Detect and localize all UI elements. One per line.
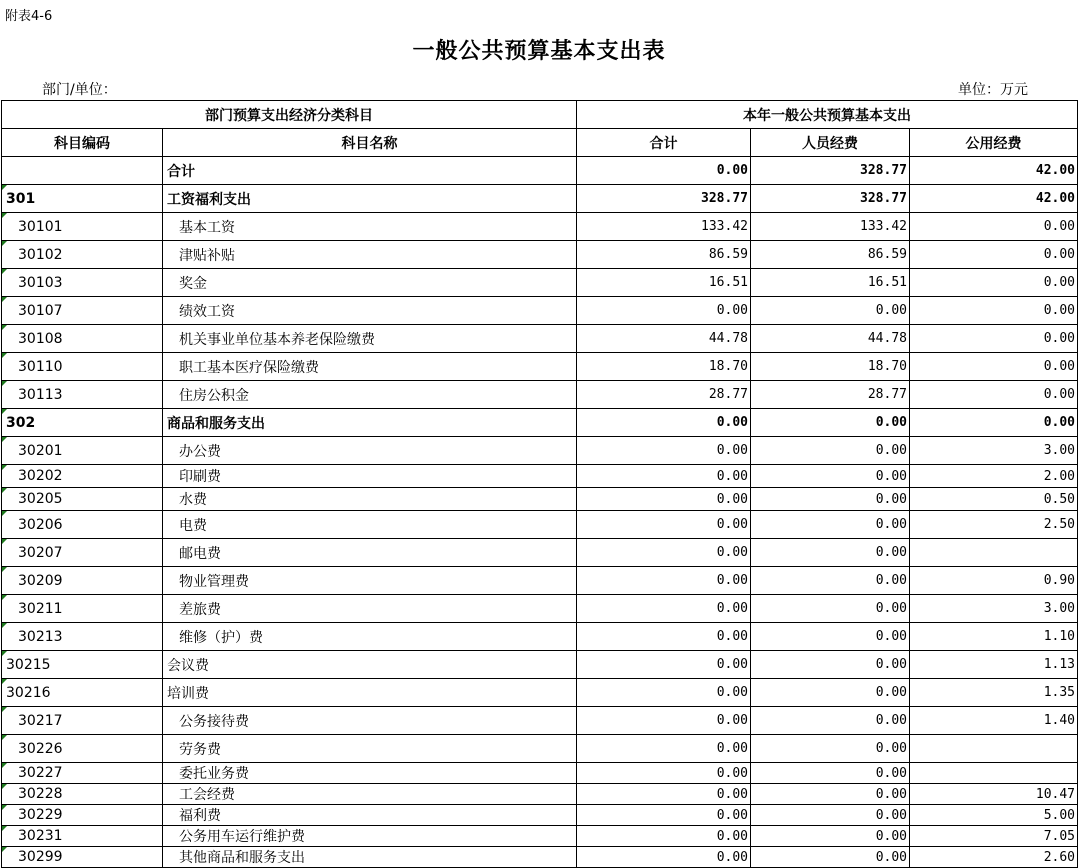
row-personnel: 0.00 [751, 437, 910, 465]
header-name: 科目名称 [163, 129, 577, 157]
row-code [2, 353, 163, 381]
row-public: 0.50 [910, 488, 1078, 511]
row-name: 绩效工资 [163, 297, 577, 325]
row-code [2, 465, 163, 488]
header-group-left: 部门预算支出经济分类科目 [2, 101, 577, 129]
row-public: 3.00 [910, 437, 1078, 465]
row-code [2, 325, 163, 353]
table-row [2, 511, 1078, 539]
row-code-text: 30103 [18, 274, 63, 291]
row-personnel: 16.51 [751, 269, 910, 297]
table-row [2, 595, 1078, 623]
row-total: 28.77 [577, 381, 751, 409]
row-code [2, 269, 163, 297]
table-row [2, 465, 1078, 488]
row-total: 0.00 [577, 157, 751, 185]
row-code-text: 30205 [18, 491, 63, 507]
cell-marker-icon [2, 381, 7, 386]
row-name: 公务接待费 [163, 707, 577, 735]
table-row [2, 539, 1078, 567]
cell-marker-icon [2, 465, 7, 470]
row-total: 0.00 [577, 595, 751, 623]
row-name: 公务用车运行维护费 [163, 826, 577, 847]
table-row [2, 185, 1078, 213]
row-total: 0.00 [577, 651, 751, 679]
row-total: 0.00 [577, 623, 751, 651]
row-public: 5.00 [910, 805, 1078, 826]
row-public: 0.00 [910, 325, 1078, 353]
row-total: 0.00 [577, 409, 751, 437]
row-public: 1.40 [910, 707, 1078, 735]
row-code-text: 30110 [18, 358, 63, 375]
row-public: 2.50 [910, 511, 1078, 539]
row-total: 0.00 [577, 297, 751, 325]
row-total: 16.51 [577, 269, 751, 297]
row-name: 商品和服务支出 [163, 409, 577, 437]
row-code-text: 30102 [18, 246, 63, 263]
row-public: 3.00 [910, 595, 1078, 623]
row-total: 0.00 [577, 847, 751, 868]
row-code [2, 409, 163, 437]
row-personnel: 0.00 [751, 763, 910, 784]
row-personnel: 0.00 [751, 488, 910, 511]
cell-marker-icon [2, 488, 7, 493]
row-code [2, 297, 163, 325]
row-public: 2.00 [910, 465, 1078, 488]
table-row [2, 353, 1078, 381]
cell-marker-icon [2, 735, 7, 740]
row-public: 1.35 [910, 679, 1078, 707]
row-code-text: 30227 [18, 765, 63, 781]
row-name: 福利费 [163, 805, 577, 826]
row-public: 42.00 [910, 185, 1078, 213]
row-code-text: 30299 [18, 849, 63, 865]
row-code [2, 488, 163, 511]
row-code-text: 30101 [18, 218, 63, 235]
table-row [2, 707, 1078, 735]
cell-marker-icon [2, 763, 7, 768]
row-personnel: 0.00 [751, 805, 910, 826]
cell-marker-icon [2, 325, 7, 330]
row-code [2, 826, 163, 847]
table-row [2, 735, 1078, 763]
row-personnel: 0.00 [751, 539, 910, 567]
header-personnel: 人员经费 [751, 129, 910, 157]
row-personnel: 0.00 [751, 784, 910, 805]
row-total: 0.00 [577, 488, 751, 511]
row-code-text: 30228 [18, 786, 63, 802]
cell-marker-icon [2, 241, 7, 246]
row-code-text: 30226 [18, 740, 63, 757]
row-total: 0.00 [577, 735, 751, 763]
row-code [2, 595, 163, 623]
row-public: 0.00 [910, 269, 1078, 297]
table-row [2, 651, 1078, 679]
row-name: 合计 [163, 157, 577, 185]
row-name: 工资福利支出 [163, 185, 577, 213]
row-public [910, 735, 1078, 763]
row-personnel: 0.00 [751, 707, 910, 735]
row-public: 0.00 [910, 241, 1078, 269]
header-column-row [2, 129, 1078, 157]
row-name: 机关事业单位基本养老保险缴费 [163, 325, 577, 353]
row-name: 劳务费 [163, 735, 577, 763]
row-code [2, 511, 163, 539]
cell-marker-icon [2, 185, 7, 190]
row-code-text: 30209 [18, 572, 63, 589]
table-row [2, 488, 1078, 511]
table-row [2, 409, 1078, 437]
row-name: 维修（护）费 [163, 623, 577, 651]
row-name: 培训费 [163, 679, 577, 707]
row-code-text: 30229 [18, 807, 63, 823]
table-row [2, 826, 1078, 847]
row-personnel: 0.00 [751, 567, 910, 595]
unit-label: 单位：万元 [958, 82, 1028, 98]
row-personnel: 0.00 [751, 595, 910, 623]
row-personnel: 0.00 [751, 651, 910, 679]
row-code [2, 437, 163, 465]
row-code-text: 30202 [18, 468, 63, 484]
row-personnel: 0.00 [751, 465, 910, 488]
row-personnel: 0.00 [751, 623, 910, 651]
row-code [2, 784, 163, 805]
table-row [2, 847, 1078, 868]
row-personnel: 28.77 [751, 381, 910, 409]
row-total: 133.42 [577, 213, 751, 241]
row-total: 86.59 [577, 241, 751, 269]
table-row [2, 567, 1078, 595]
row-total: 0.00 [577, 437, 751, 465]
row-public: 0.00 [910, 353, 1078, 381]
row-code [2, 157, 163, 185]
table-row [2, 437, 1078, 465]
row-name: 邮电费 [163, 539, 577, 567]
row-public: 0.90 [910, 567, 1078, 595]
row-code [2, 763, 163, 784]
row-personnel: 0.00 [751, 735, 910, 763]
row-name: 住房公积金 [163, 381, 577, 409]
row-name: 印刷费 [163, 465, 577, 488]
row-code [2, 185, 163, 213]
row-name: 会议费 [163, 651, 577, 679]
row-public: 10.47 [910, 784, 1078, 805]
row-total: 44.78 [577, 325, 751, 353]
header-group-right: 本年一般公共预算基本支出 [577, 101, 1078, 129]
table-row [2, 157, 1078, 185]
cell-marker-icon [2, 297, 7, 302]
row-code [2, 539, 163, 567]
row-total: 0.00 [577, 679, 751, 707]
row-code [2, 707, 163, 735]
row-code-text: 30206 [18, 516, 63, 533]
header-total: 合计 [577, 129, 751, 157]
row-code [2, 735, 163, 763]
row-code-text: 30231 [18, 828, 63, 844]
row-name: 委托业务费 [163, 763, 577, 784]
row-code [2, 805, 163, 826]
cell-marker-icon [2, 623, 7, 628]
table-row [2, 269, 1078, 297]
row-code [2, 213, 163, 241]
row-name: 基本工资 [163, 213, 577, 241]
table-row [2, 805, 1078, 826]
row-code-text: 301 [6, 190, 36, 207]
row-public: 0.00 [910, 297, 1078, 325]
row-code-text: 30107 [18, 302, 63, 319]
cell-marker-icon [2, 707, 7, 712]
row-public: 0.00 [910, 381, 1078, 409]
table-row [2, 297, 1078, 325]
row-personnel: 18.70 [751, 353, 910, 381]
row-total: 0.00 [577, 465, 751, 488]
row-total: 0.00 [577, 567, 751, 595]
cell-marker-icon [2, 826, 7, 831]
cell-marker-icon [2, 805, 7, 810]
row-name: 津贴补贴 [163, 241, 577, 269]
row-code [2, 847, 163, 868]
table-row [2, 679, 1078, 707]
row-public: 0.00 [910, 213, 1078, 241]
table-row [2, 784, 1078, 805]
row-personnel: 0.00 [751, 511, 910, 539]
cell-marker-icon [2, 437, 7, 442]
row-personnel: 133.42 [751, 213, 910, 241]
row-total: 0.00 [577, 511, 751, 539]
header-code: 科目编码 [2, 129, 163, 157]
appendix-label: 附表4-6 [5, 9, 53, 24]
row-name: 物业管理费 [163, 567, 577, 595]
row-name: 其他商品和服务支出 [163, 847, 577, 868]
page-title: 一般公共预算基本支出表 [412, 39, 666, 64]
cell-marker-icon [2, 595, 7, 600]
row-public: 42.00 [910, 157, 1078, 185]
row-name: 工会经费 [163, 784, 577, 805]
cell-marker-icon [2, 567, 7, 572]
row-total: 0.00 [577, 539, 751, 567]
row-code-text: 30207 [18, 544, 63, 561]
row-public: 0.00 [910, 409, 1078, 437]
row-code-text: 302 [6, 414, 36, 431]
row-public: 2.60 [910, 847, 1078, 868]
cell-marker-icon [2, 651, 7, 656]
row-public: 1.13 [910, 651, 1078, 679]
row-total: 328.77 [577, 185, 751, 213]
cell-marker-icon [2, 269, 7, 274]
row-personnel: 0.00 [751, 679, 910, 707]
table-row [2, 241, 1078, 269]
cell-marker-icon [2, 511, 7, 516]
row-code [2, 567, 163, 595]
cell-marker-icon [2, 679, 7, 684]
row-personnel: 328.77 [751, 157, 910, 185]
table-row [2, 381, 1078, 409]
row-personnel: 0.00 [751, 409, 910, 437]
row-code-text: 30217 [18, 712, 63, 729]
row-code-text: 30213 [18, 628, 63, 645]
row-total: 0.00 [577, 784, 751, 805]
row-code [2, 241, 163, 269]
row-code [2, 623, 163, 651]
row-total: 0.00 [577, 707, 751, 735]
row-public: 1.10 [910, 623, 1078, 651]
row-name: 电费 [163, 511, 577, 539]
header-group-row [2, 101, 1078, 129]
table-row [2, 623, 1078, 651]
row-public [910, 763, 1078, 784]
row-personnel: 328.77 [751, 185, 910, 213]
row-code-text: 30201 [18, 442, 63, 459]
table-row [2, 325, 1078, 353]
table-row [2, 213, 1078, 241]
cell-marker-icon [2, 539, 7, 544]
row-code-text: 30215 [6, 656, 51, 673]
cell-marker-icon [2, 409, 7, 414]
row-public [910, 539, 1078, 567]
row-total: 0.00 [577, 805, 751, 826]
cell-marker-icon [2, 784, 7, 789]
cell-marker-icon [2, 847, 7, 852]
table-row [2, 763, 1078, 784]
row-code [2, 651, 163, 679]
department-label: 部门/单位： [42, 82, 117, 98]
row-code [2, 679, 163, 707]
row-personnel: 0.00 [751, 297, 910, 325]
row-total: 0.00 [577, 826, 751, 847]
row-code-text: 30216 [6, 684, 51, 701]
row-code [2, 381, 163, 409]
cell-marker-icon [2, 353, 7, 358]
row-name: 差旅费 [163, 595, 577, 623]
row-personnel: 86.59 [751, 241, 910, 269]
row-code-text: 30113 [18, 386, 63, 403]
row-personnel: 0.00 [751, 847, 910, 868]
cell-marker-icon [2, 213, 7, 218]
row-personnel: 0.00 [751, 826, 910, 847]
header-public: 公用经费 [910, 129, 1078, 157]
row-personnel: 44.78 [751, 325, 910, 353]
row-code-text: 30108 [18, 330, 63, 347]
row-code-text: 30211 [18, 600, 63, 617]
row-public: 7.05 [910, 826, 1078, 847]
row-name: 水费 [163, 488, 577, 511]
row-name: 办公费 [163, 437, 577, 465]
row-total: 0.00 [577, 763, 751, 784]
row-total: 18.70 [577, 353, 751, 381]
row-name: 奖金 [163, 269, 577, 297]
row-name: 职工基本医疗保险缴费 [163, 353, 577, 381]
budget-table [1, 100, 1078, 868]
